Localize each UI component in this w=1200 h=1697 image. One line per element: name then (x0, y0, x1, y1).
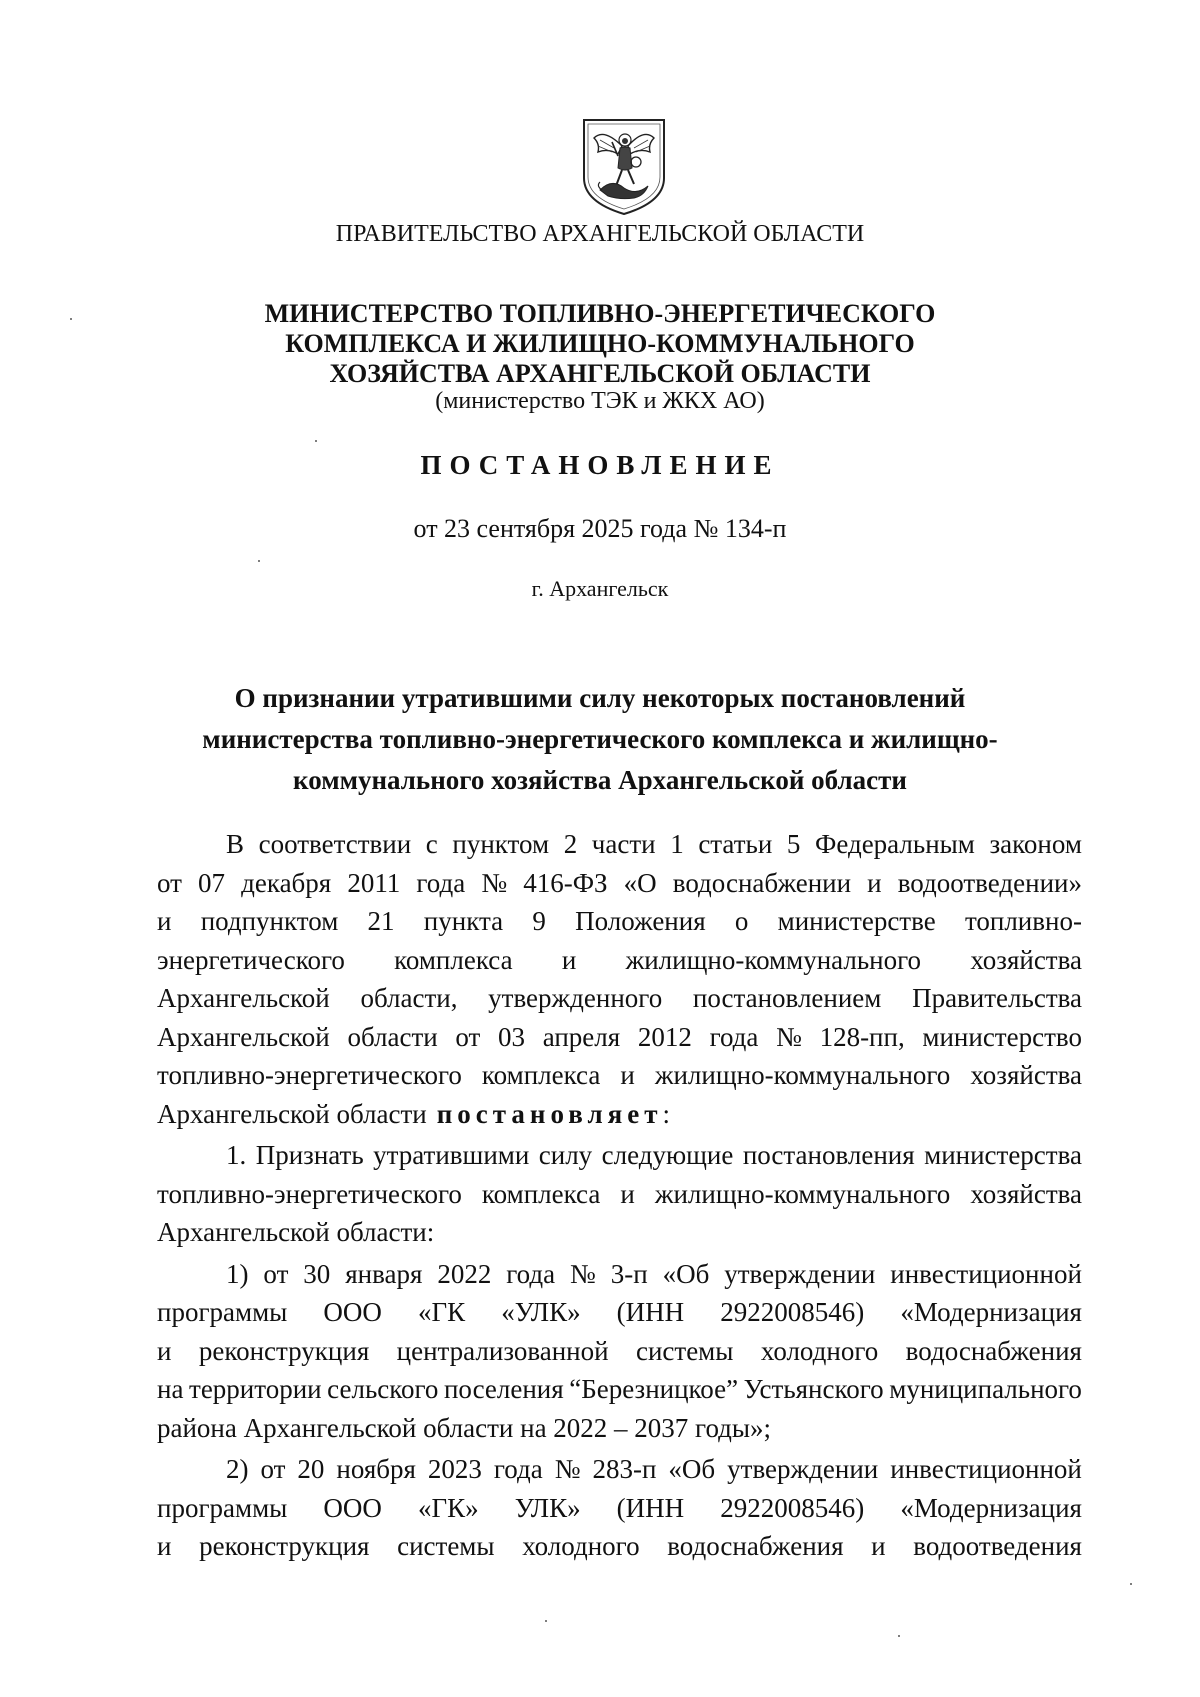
word: 5 (786, 829, 801, 859)
word: ноября (336, 1454, 416, 1484)
word: поселения (443, 1374, 564, 1404)
word: и (871, 1531, 886, 1561)
word: «ГК» (417, 1492, 479, 1523)
word: программы (157, 1492, 288, 1523)
scan-speck (315, 440, 317, 442)
word: части (591, 829, 656, 859)
word: 9 (532, 906, 546, 936)
word: централизованной (396, 1335, 609, 1366)
word: области (347, 1021, 438, 1052)
word: «Об (668, 1454, 716, 1484)
word: и (157, 1531, 172, 1561)
justified-line (157, 1018, 1082, 1057)
word: подпунктом (200, 906, 339, 936)
word: «О (623, 867, 657, 898)
justified-line (157, 902, 1082, 941)
scan-speck (898, 1635, 900, 1637)
word: водоотведения (913, 1531, 1082, 1561)
scan-speck (258, 560, 260, 562)
word: «ГК (417, 1297, 466, 1327)
item-1-last-text: Архангельской области: (157, 1217, 435, 1247)
justified-line (157, 979, 1082, 1018)
justified-line (157, 825, 1082, 864)
word: УЛК» (514, 1492, 581, 1523)
justified-line (157, 1527, 1082, 1566)
word: 128-пп, (819, 1021, 905, 1052)
word: и (620, 1178, 635, 1209)
word: топливно- (964, 906, 1082, 936)
subject-line: министерства топливно-энергетического комплекса и жилищно- (202, 724, 998, 754)
word: топливно-энергетического (157, 1178, 462, 1209)
justified-line (157, 1136, 1082, 1175)
justified-line (157, 1255, 1082, 1294)
justified-line (157, 864, 1082, 903)
word: (ИНН (616, 1492, 685, 1523)
word: 283-п (592, 1454, 657, 1484)
justified-line (157, 1450, 1082, 1489)
word: 1. (226, 1140, 247, 1170)
word: реконструкция (198, 1335, 370, 1366)
word: Федеральным (815, 829, 975, 859)
word: и (620, 1060, 635, 1090)
word: холодного (760, 1335, 879, 1366)
word: реконструкция (199, 1531, 370, 1561)
item-1-last-line (157, 1213, 1082, 1252)
word: о (734, 906, 749, 936)
justified-line (157, 1370, 1082, 1409)
word: с (425, 829, 438, 859)
word: утверждении (727, 1454, 879, 1484)
word: Архангельской (157, 983, 330, 1013)
word: пунктом (452, 829, 550, 859)
word: ООО (323, 1492, 382, 1523)
preamble-paragraph (157, 825, 1082, 1095)
justified-line (157, 1489, 1082, 1528)
word: № (570, 1258, 596, 1289)
word: министерства (924, 1140, 1082, 1170)
word: системы (397, 1531, 495, 1561)
ministry-short-name: (министерство ТЭК и ЖКХ АО) (435, 388, 765, 414)
justified-line (157, 1056, 1082, 1095)
word: апреля (542, 1021, 621, 1052)
word: территории (189, 1374, 322, 1404)
word: 1 (670, 829, 684, 859)
justified-line (157, 1332, 1082, 1371)
word: Положения (575, 906, 706, 936)
ministry-title-line: КОМПЛЕКСА И ЖИЛИЩНО-КОММУНАЛЬНОГО (285, 329, 915, 358)
word: сельского (327, 1374, 439, 1404)
word: от (263, 1258, 289, 1289)
word: Устьянского (743, 1374, 884, 1404)
subitem-1-last-line (157, 1409, 1082, 1448)
word: года (506, 1258, 556, 1289)
word: 2) (226, 1454, 249, 1484)
word: энергетического (157, 944, 345, 975)
word: от (455, 1021, 481, 1052)
preamble-last-line (157, 1095, 1082, 1134)
word: 416-ФЗ (523, 867, 608, 898)
subject-line: коммунального хозяйства Архангельской области (293, 765, 907, 795)
word: системы (635, 1335, 734, 1366)
word: комплекса (481, 1178, 601, 1209)
word: № (481, 867, 508, 898)
document-subject (0, 678, 1200, 801)
subject-line: О признании утратившими силу некоторых постановлений (234, 683, 966, 713)
document-city: г. Архангельск (531, 576, 669, 601)
ministry-title (0, 299, 1200, 389)
subitem-1-last-text: района Архангельской области на 2022 – 2037 годы»; (157, 1412, 772, 1443)
word: министерство (922, 1021, 1082, 1052)
word: жилищно-коммунального (625, 944, 922, 975)
word: инвестиционной (890, 1454, 1082, 1484)
word: “Березницкое” (569, 1374, 739, 1404)
word: В (226, 829, 245, 859)
word: области, (360, 983, 458, 1013)
word: 1) (226, 1258, 249, 1289)
word: соответствии (258, 829, 412, 859)
government-title: ПРАВИТЕЛЬСТВО АРХАНГЕЛЬСКОЙ ОБЛАСТИ (335, 221, 865, 247)
word: статьи (698, 829, 773, 859)
preamble-last-prefix: Архангельской области (157, 1098, 427, 1129)
word: топливно-энергетического (157, 1060, 462, 1090)
scan-speck (545, 1620, 547, 1622)
coat-of-arms-emblem (578, 116, 670, 218)
word: 2011 (347, 867, 401, 898)
word: на (157, 1374, 184, 1404)
word: хозяйства (970, 1060, 1082, 1090)
word: года (709, 1021, 759, 1052)
resolves-word: постановляет (436, 1098, 663, 1129)
word: утверждении (724, 1258, 876, 1289)
word: Архангельской (157, 1021, 330, 1052)
word: хозяйства (970, 1178, 1082, 1209)
word: 2022 (437, 1258, 492, 1289)
word: 20 (297, 1454, 325, 1484)
item-1-paragraph (157, 1136, 1082, 1213)
word: муниципального (889, 1374, 1082, 1404)
word: 30 (303, 1258, 331, 1289)
word: № (776, 1021, 802, 1052)
resolves-suffix: : (662, 1098, 671, 1129)
word: комплекса (394, 944, 513, 975)
justified-line (157, 941, 1082, 980)
word: (ИНН (616, 1297, 685, 1327)
word: следующие (601, 1140, 734, 1170)
word: Признать (255, 1140, 364, 1170)
word: Правительства (912, 983, 1082, 1013)
ministry-title-line: ХОЗЯЙСТВА АРХАНГЕЛЬСКОЙ ОБЛАСТИ (329, 359, 871, 388)
document-body (157, 825, 1082, 1566)
word: и (157, 1335, 172, 1366)
word: 3-п (610, 1258, 648, 1289)
word: программы (157, 1297, 288, 1327)
word: 2922008546) (720, 1492, 865, 1523)
word: законом (989, 829, 1082, 859)
word: хозяйства (970, 944, 1082, 975)
word: инвестиционной (890, 1258, 1082, 1289)
word: жилищно-коммунального (654, 1060, 951, 1090)
word: утратившими (373, 1140, 530, 1170)
word: комплекса (481, 1060, 601, 1090)
word: жилищно-коммунального (654, 1178, 951, 1209)
word: водоснабжения (667, 1531, 844, 1561)
word: от (157, 867, 182, 898)
word: силу (538, 1140, 593, 1170)
justified-line (157, 1293, 1082, 1332)
word: «Об (662, 1258, 710, 1289)
word: «УЛК» (501, 1297, 581, 1327)
document-type: ПОСТАНОВЛЕНИЕ (420, 450, 780, 480)
word: и (561, 944, 577, 975)
word: пункта (423, 906, 504, 936)
word: постановлением (692, 983, 882, 1013)
word: водоснабжения (905, 1335, 1082, 1366)
ministry-title-line: МИНИСТЕРСТВО ТОПЛИВНО-ЭНЕРГЕТИЧЕСКОГО (264, 299, 936, 328)
scan-speck (70, 318, 72, 320)
word: водоснабжении (672, 867, 852, 898)
word: 2922008546) (720, 1297, 865, 1327)
word: ООО (323, 1297, 382, 1327)
word: 2 (563, 829, 578, 859)
word: от (260, 1454, 286, 1484)
word: утвержденного (488, 983, 663, 1013)
word: министерстве (777, 906, 936, 936)
word: постановления (742, 1140, 915, 1170)
subitem-2-paragraph (157, 1450, 1082, 1566)
word: января (345, 1258, 423, 1289)
word: «Модернизация (900, 1297, 1082, 1327)
scan-speck (1130, 1583, 1132, 1585)
word: водоотведении» (897, 867, 1082, 898)
word: и (157, 906, 172, 936)
word: № (554, 1454, 581, 1484)
word: и (867, 867, 882, 898)
word: года (493, 1454, 543, 1484)
word: года (416, 867, 466, 898)
word: декабря (241, 867, 332, 898)
word: 2023 (427, 1454, 482, 1484)
justified-line (157, 1175, 1082, 1214)
word: 2012 (637, 1021, 692, 1052)
word: холодного (522, 1531, 640, 1561)
word: 21 (367, 906, 395, 936)
subitem-1-paragraph (157, 1255, 1082, 1409)
document-date-number: от 23 сентября 2025 года № 134-п (413, 514, 787, 543)
word: 03 (498, 1021, 526, 1052)
word: «Модернизация (900, 1492, 1082, 1523)
word: 07 (198, 867, 226, 898)
